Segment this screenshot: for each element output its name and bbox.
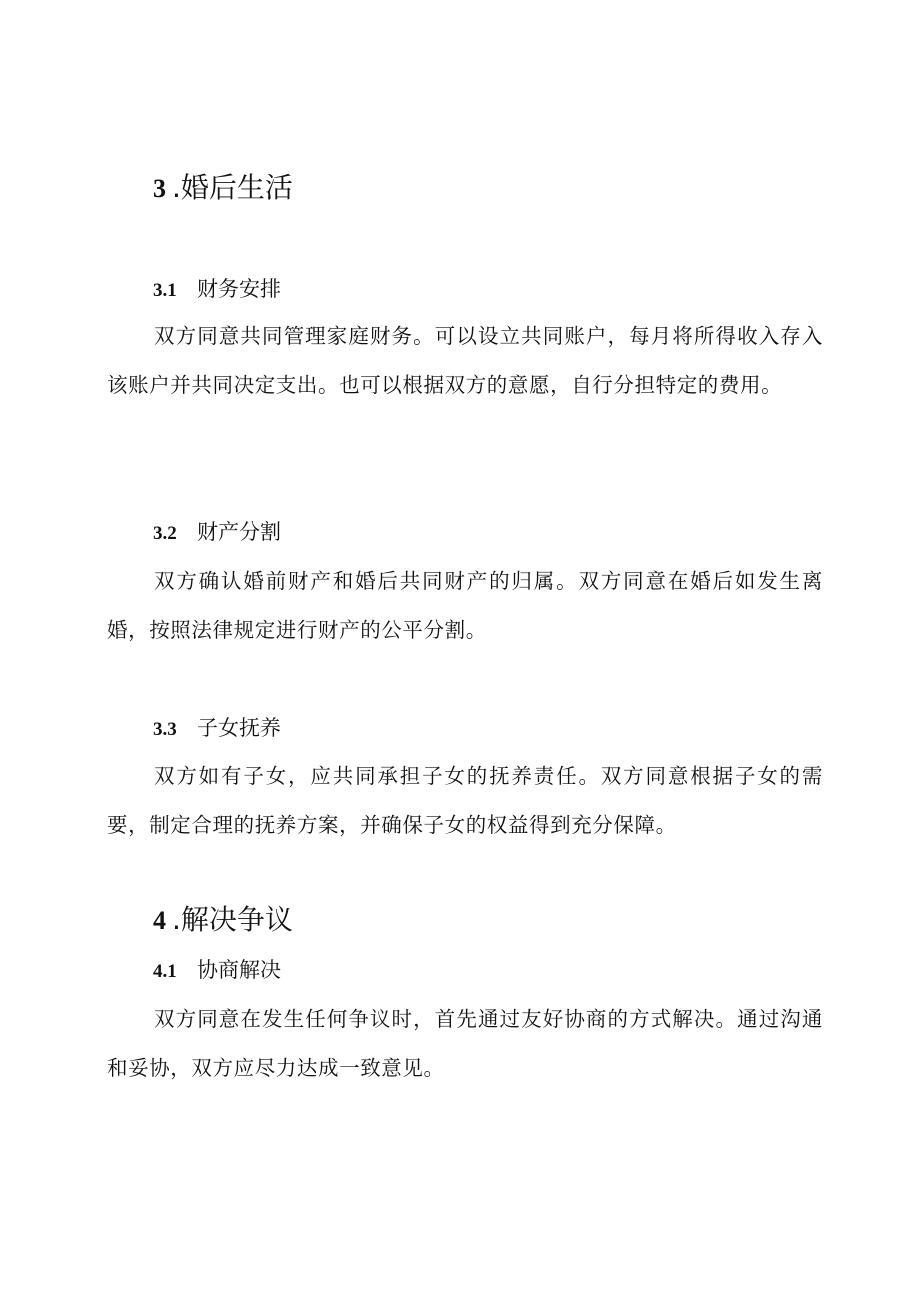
subsection-heading-3-1 (153, 275, 281, 305)
paragraph-3-2: 双方确认婚前财产和婚后共同财产的归属。双方同意在婚后如发生离婚，按照法律规定进行财产的公平分割。 (107, 569, 823, 642)
subsection-title: 财务安排 (197, 277, 281, 301)
paragraph-3-3: 双方如有子女，应共同承担子女的抚养责任。双方同意根据子女的需要，制定合理的抚养方案，并确保子女的权益得到充分保障。 (107, 764, 823, 837)
section-heading-3 (153, 170, 293, 207)
section-number: 3 (153, 174, 166, 203)
subsection-number: 3.3 (153, 719, 177, 740)
subsection-heading-3-2 (153, 518, 281, 548)
paragraph-4-1: 双方同意在发生任何争议时，首先通过友好协商的方式解决。通过沟通和妥协，双方应尽力达成一致意见。 (107, 1007, 823, 1080)
subsection-heading-4-1 (153, 956, 281, 986)
subsection-heading-3-3 (153, 714, 281, 744)
subsection-title: 子女抚养 (197, 716, 281, 740)
section-title: .解决争议 (172, 903, 293, 936)
subsection-title: 财产分割 (197, 520, 281, 544)
subsection-number: 4.1 (153, 961, 177, 982)
paragraph-3-1: 双方同意共同管理家庭财务。可以设立共同账户，每月将所得收入存入该账户并共同决定支出。也可以根据双方的意愿，自行分担特定的费用。 (107, 324, 823, 397)
section-number: 4 (153, 906, 166, 935)
subsection-title: 协商解决 (197, 958, 281, 982)
section-title: .婚后生活 (172, 171, 293, 204)
subsection-number: 3.1 (153, 280, 177, 301)
subsection-number: 3.2 (153, 523, 177, 544)
section-heading-4 (153, 902, 293, 939)
